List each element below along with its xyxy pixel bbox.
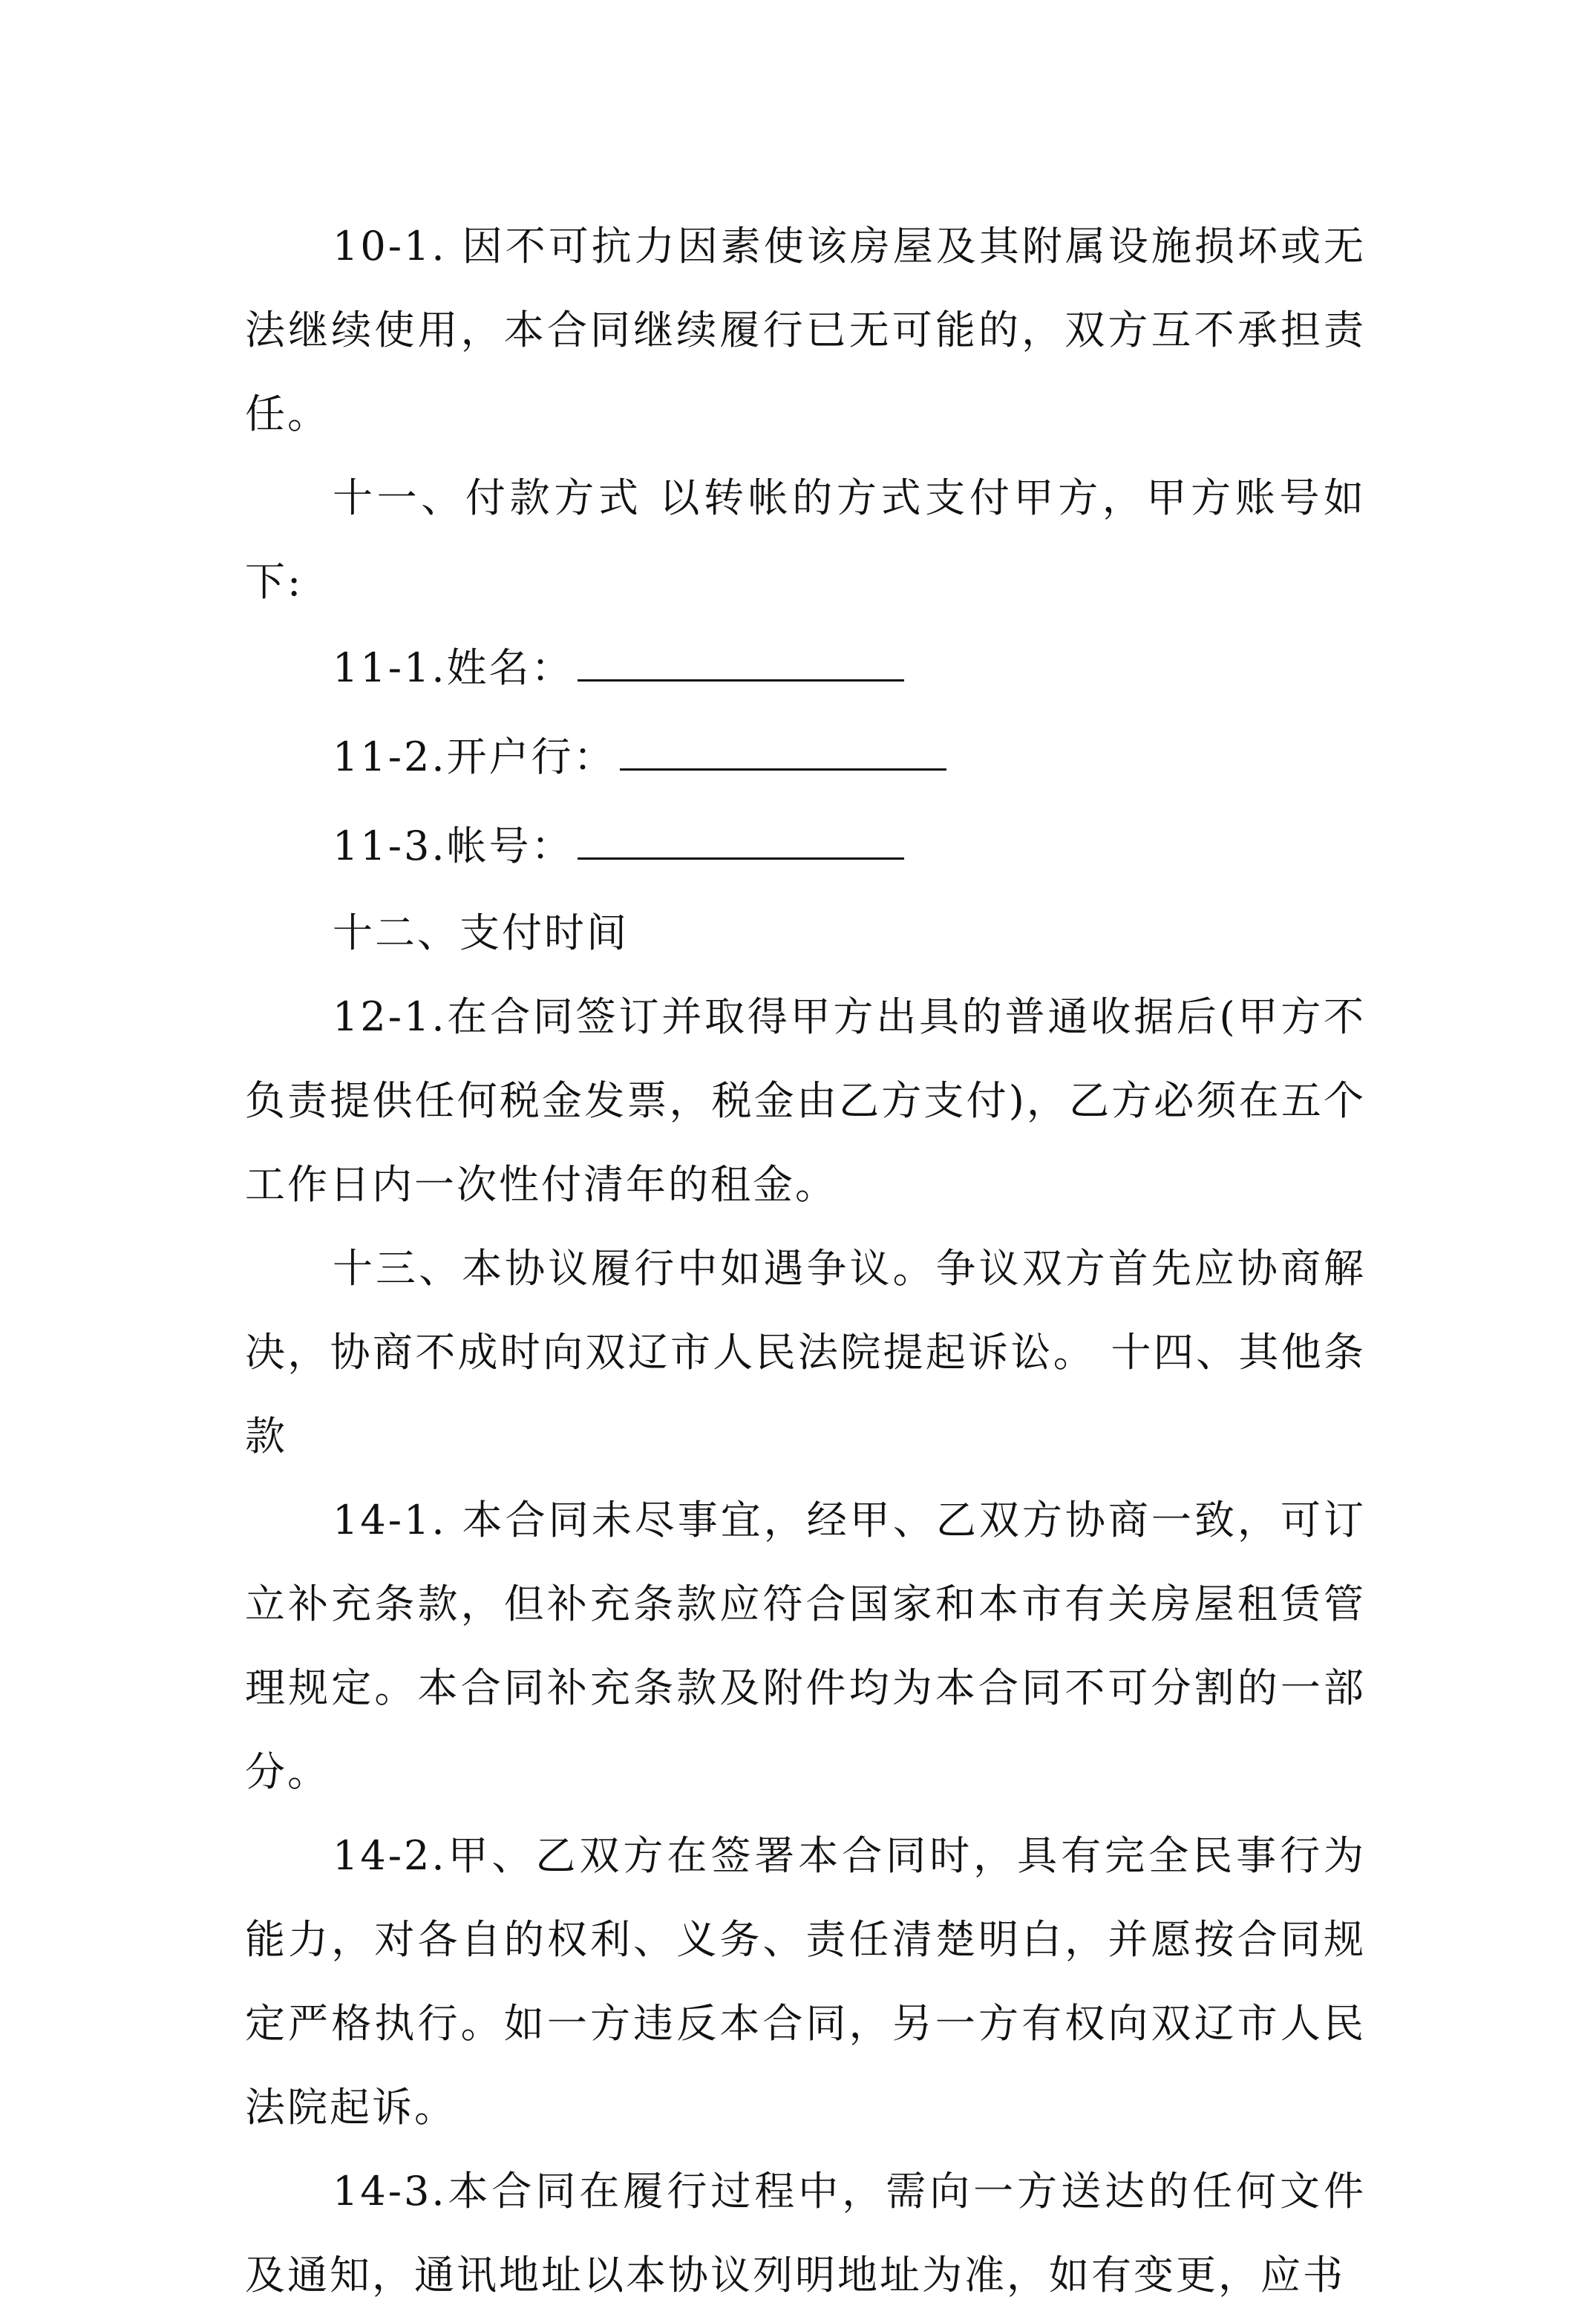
- field-bank-label: 11-2.开户行：: [333, 733, 616, 780]
- clause-10-1: 10-1. 因不可抗力因素使该房屋及其附属设施损坏或无法继续使用，本合同继续履行已无可能的，双方互不承担责任。: [245, 223, 1366, 437]
- name-blank: [578, 636, 904, 682]
- clause-12-1: 12-1.在合同签订并取得甲方出具的普通收据后(甲方不负责提供任何税金发票，税金由乙方支付)，乙方必须在五个工作日内一次性付清年的租金。: [245, 993, 1366, 1208]
- field-name-line: [245, 624, 1366, 713]
- bank-blank: [620, 725, 946, 771]
- clause-14-2: 14-2.甲、乙双方在签署本合同时，具有完全民事行为能力，对各自的权利、义务、责任清楚明白，并愿按合同规定严格执行。如一方违反本合同，另一方有权向双辽市人民法院起诉。: [245, 1832, 1366, 2131]
- clause-12-heading: 十二、支付时间: [333, 909, 629, 956]
- field-name-label: 11-1.姓名：: [333, 644, 574, 691]
- clause-14-1: 14-1. 本合同未尽事宜，经甲、乙双方协商一致，可订立补充条款，但补充条款应符合国家和本市有关房屋租赁管理规定。本合同补充条款及附件均为本合同不可分割的一部分。: [245, 1497, 1366, 1795]
- field-account-line: [245, 802, 1366, 891]
- field-account-label: 11-3.帐号：: [333, 823, 574, 869]
- clause-13: 十三、本协议履行中如遇争议。争议双方首先应协商解决，协商不成时向双辽市人民法院提起诉讼。 十四、其他条款: [245, 1245, 1366, 1460]
- clause-11-heading: 十一、付款方式 以转帐的方式支付甲方，甲方账号如下:: [245, 474, 1366, 605]
- account-blank: [578, 814, 904, 860]
- field-bank-line: [245, 713, 1366, 802]
- document-body: [245, 204, 1366, 2317]
- clause-14-3: 14-3.本合同在履行过程中，需向一方送达的任何文件及通知，通讯地址以本协议列明地址为准，如有变更，应书: [245, 2168, 1366, 2298]
